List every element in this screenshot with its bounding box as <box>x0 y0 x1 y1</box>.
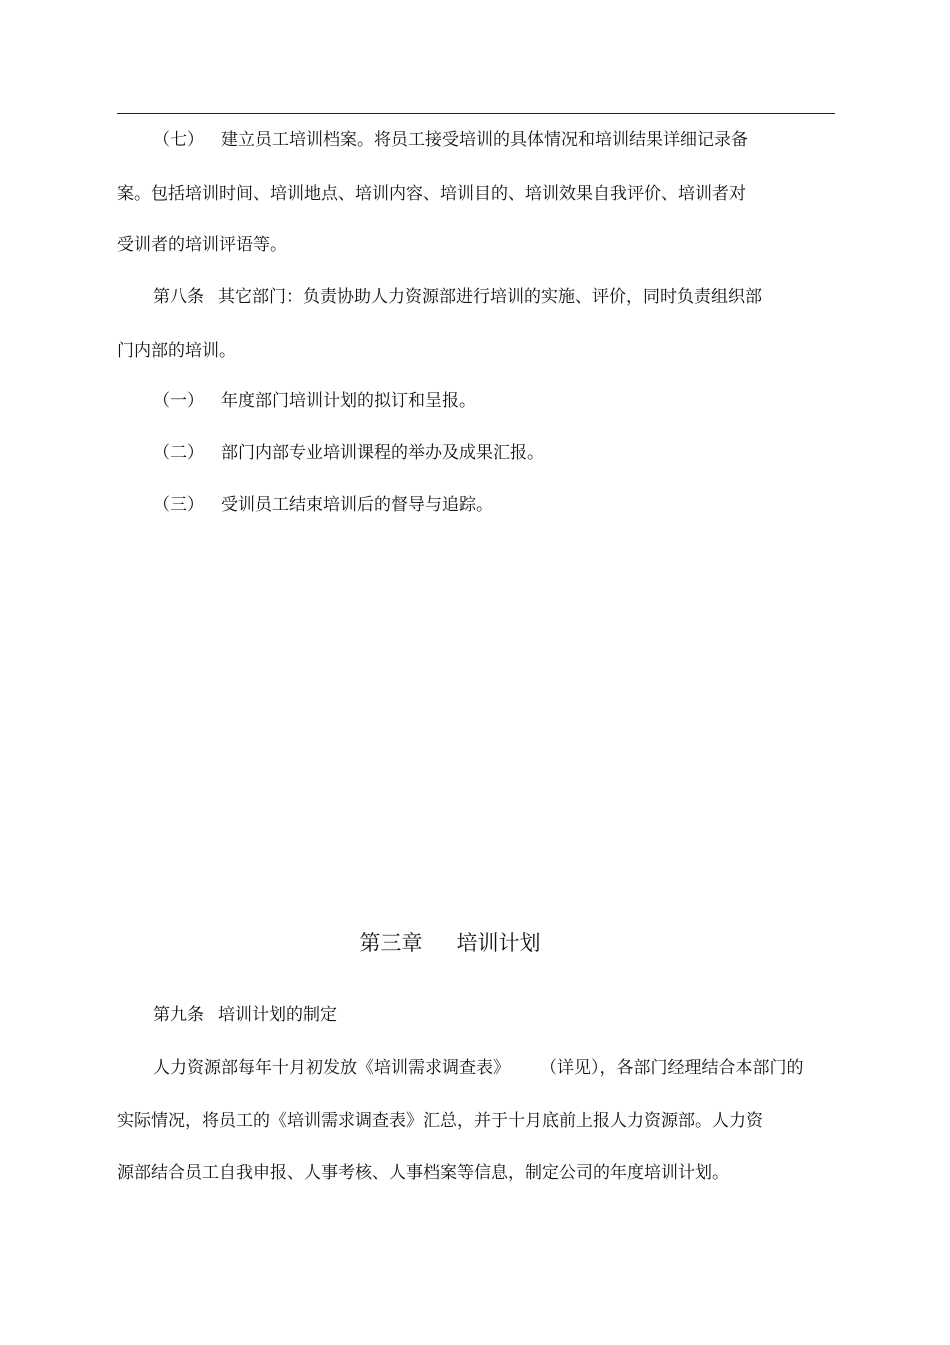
article-8-item-1-text: 年度部门培训计划的拟订和呈报。 <box>221 391 476 411</box>
chapter-number: 第三章 <box>359 931 423 955</box>
article-8-item-2 <box>153 442 544 464</box>
article-8-line-1 <box>153 286 762 308</box>
article-8-line-2: 门内部的培训。 <box>117 341 236 361</box>
article-8-item-2-number: （二） <box>153 443 204 463</box>
article-9-line-1 <box>153 1057 804 1079</box>
item-7-number: （七） <box>153 130 204 150</box>
article-8-item-3-text: 受训员工结束培训后的督导与追踪。 <box>221 495 493 515</box>
chapter-title: 培训计划 <box>456 931 541 955</box>
article-9-number: 第九条 <box>153 1005 204 1025</box>
article-8-item-2-text: 部门内部专业培训课程的举办及成果汇报。 <box>221 443 544 463</box>
article-9-title: 培训计划的制定 <box>218 1005 337 1025</box>
article-9-heading <box>153 1004 337 1026</box>
article-8-text-1: 其它部门：负责协助人力资源部进行培训的实施、评价，同时负责组织部 <box>218 287 762 307</box>
article-9-text-1b: （详见），各部门经理结合本部门的 <box>540 1058 804 1078</box>
header-rule <box>117 113 835 114</box>
chapter-heading <box>0 929 900 957</box>
article-9-line-2: 实际情况，将员工的《培训需求调查表》汇总，并于十月底前上报人力资源部。人力资 <box>117 1111 763 1131</box>
article-9-line-3: 源部结合员工自我申报、人事考核、人事档案等信息，制定公司的年度培训计划。 <box>117 1163 729 1183</box>
article-8-item-1-number: （一） <box>153 391 204 411</box>
article-8-number: 第八条 <box>153 287 204 307</box>
item-7-line-1 <box>153 129 748 151</box>
article-8-item-3 <box>153 494 493 516</box>
item-7-line-3: 受训者的培训评语等。 <box>117 235 287 255</box>
item-7-text-1: 建立员工培训档案。将员工接受培训的具体情况和培训结果详细记录备 <box>221 130 748 150</box>
article-8-item-1 <box>153 390 476 412</box>
article-9-text-1a: 人力资源部每年十月初发放《培训需求调查表》 <box>153 1058 510 1078</box>
item-7-line-2: 案。包括培训时间、培训地点、培训内容、培训目的、培训效果自我评价、培训者对 <box>117 184 746 204</box>
article-8-item-3-number: （三） <box>153 495 204 515</box>
